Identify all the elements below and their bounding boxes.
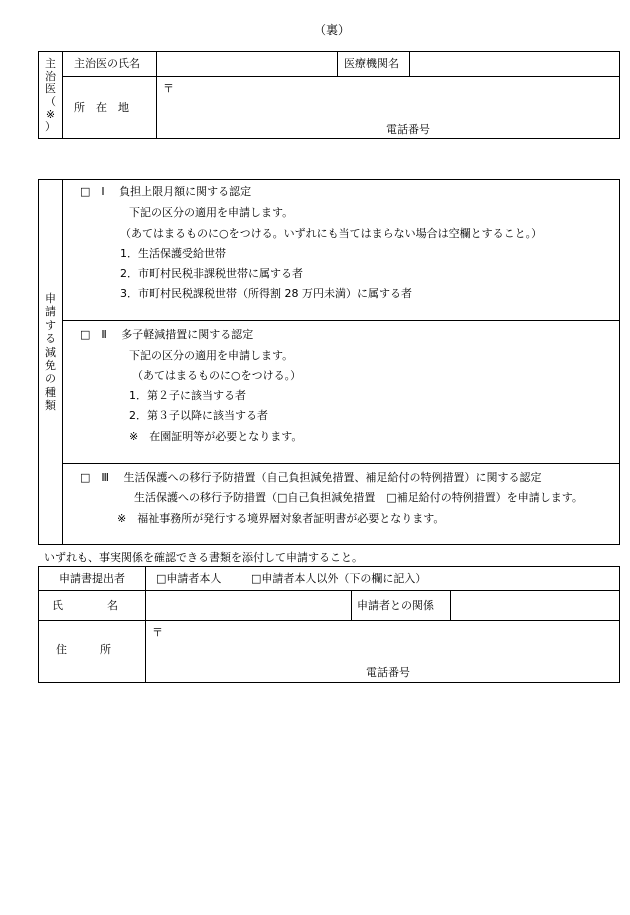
sec1-item-1[interactable]: 1．生活保護受給世帯 xyxy=(120,247,226,260)
sec3-line1[interactable]: 生活保護への移行予防措置（□自己負担減免措置 □補足給付の特例措置）を申請します。 xyxy=(134,491,583,504)
submitter-option-other[interactable]: □申請者本人以外（下の欄に記入） xyxy=(251,572,427,585)
sec2-item-1[interactable]: 1．第２子に該当する者 xyxy=(129,389,246,402)
submitter-label: 申請書提出者 xyxy=(59,572,125,585)
applicant-name-field[interactable] xyxy=(146,591,351,620)
physician-phone-label: 電話番号 xyxy=(386,123,430,136)
sec1-line2: （あてはまるものに○をつける。いずれにも当てはまらない場合は空欄とすること。） xyxy=(120,227,543,240)
applicant-address-label: 住 所 xyxy=(56,643,111,656)
physician-postal-mark: 〒 xyxy=(163,82,174,95)
sec2-checkbox-heading[interactable]: □ Ⅱ 多子軽減措置に関する認定 xyxy=(80,328,254,341)
sec1-line1: 下記の区分の適用を申請します。 xyxy=(129,206,294,219)
institution-label: 医療機関名 xyxy=(344,57,399,70)
submitter-option-self[interactable]: □申請者本人 xyxy=(156,572,222,585)
sec2-note: ※ 在園証明等が必要となります。 xyxy=(129,430,303,443)
sec2-line2: （あてはまるものに○をつける。） xyxy=(132,369,302,382)
institution-field[interactable] xyxy=(410,52,619,76)
page-side-label: （裏） xyxy=(314,23,351,37)
applicant-phone-label: 電話番号 xyxy=(366,666,410,679)
relation-label: 申請者との関係 xyxy=(357,599,434,612)
sec2-line1: 下記の区分の適用を申請します。 xyxy=(129,349,294,362)
sec3-checkbox-heading[interactable]: □ Ⅲ 生活保護への移行予防措置（自己負担減免措置、補足給付の特例措置）に関する認定 xyxy=(80,471,542,484)
sec1-item-2[interactable]: 2．市町村民税非課税世帯に属する者 xyxy=(120,267,303,280)
sec3-note: ※ 福祉事務所が発行する境界層対象者証明書が必要となります。 xyxy=(117,512,445,525)
relation-field[interactable] xyxy=(451,591,619,620)
physician-name-label: 主治医の氏名 xyxy=(74,57,140,70)
sec2-item-2[interactable]: 2．第３子以降に該当する者 xyxy=(129,409,268,422)
applicant-postal-mark: 〒 xyxy=(152,626,163,639)
applicant-name-label: 氏 名 xyxy=(52,599,118,612)
attach-note: いずれも、事実関係を確認できる書類を添付して申請すること。 xyxy=(44,551,363,564)
sec1-item-3[interactable]: 3．市町村民税課税世帯（所得割 28 万円未満）に属する者 xyxy=(120,287,412,300)
physician-name-field[interactable] xyxy=(157,52,337,76)
sec1-checkbox-heading[interactable]: □ Ⅰ 負担上限月額に関する認定 xyxy=(80,185,252,198)
physician-address-label: 所 在 地 xyxy=(74,101,129,114)
physician-side-label: 主 治 医 （ ※ ） xyxy=(45,57,56,134)
reduction-side-label: 申 請 す る 減 免 の 種 類 xyxy=(45,292,56,413)
